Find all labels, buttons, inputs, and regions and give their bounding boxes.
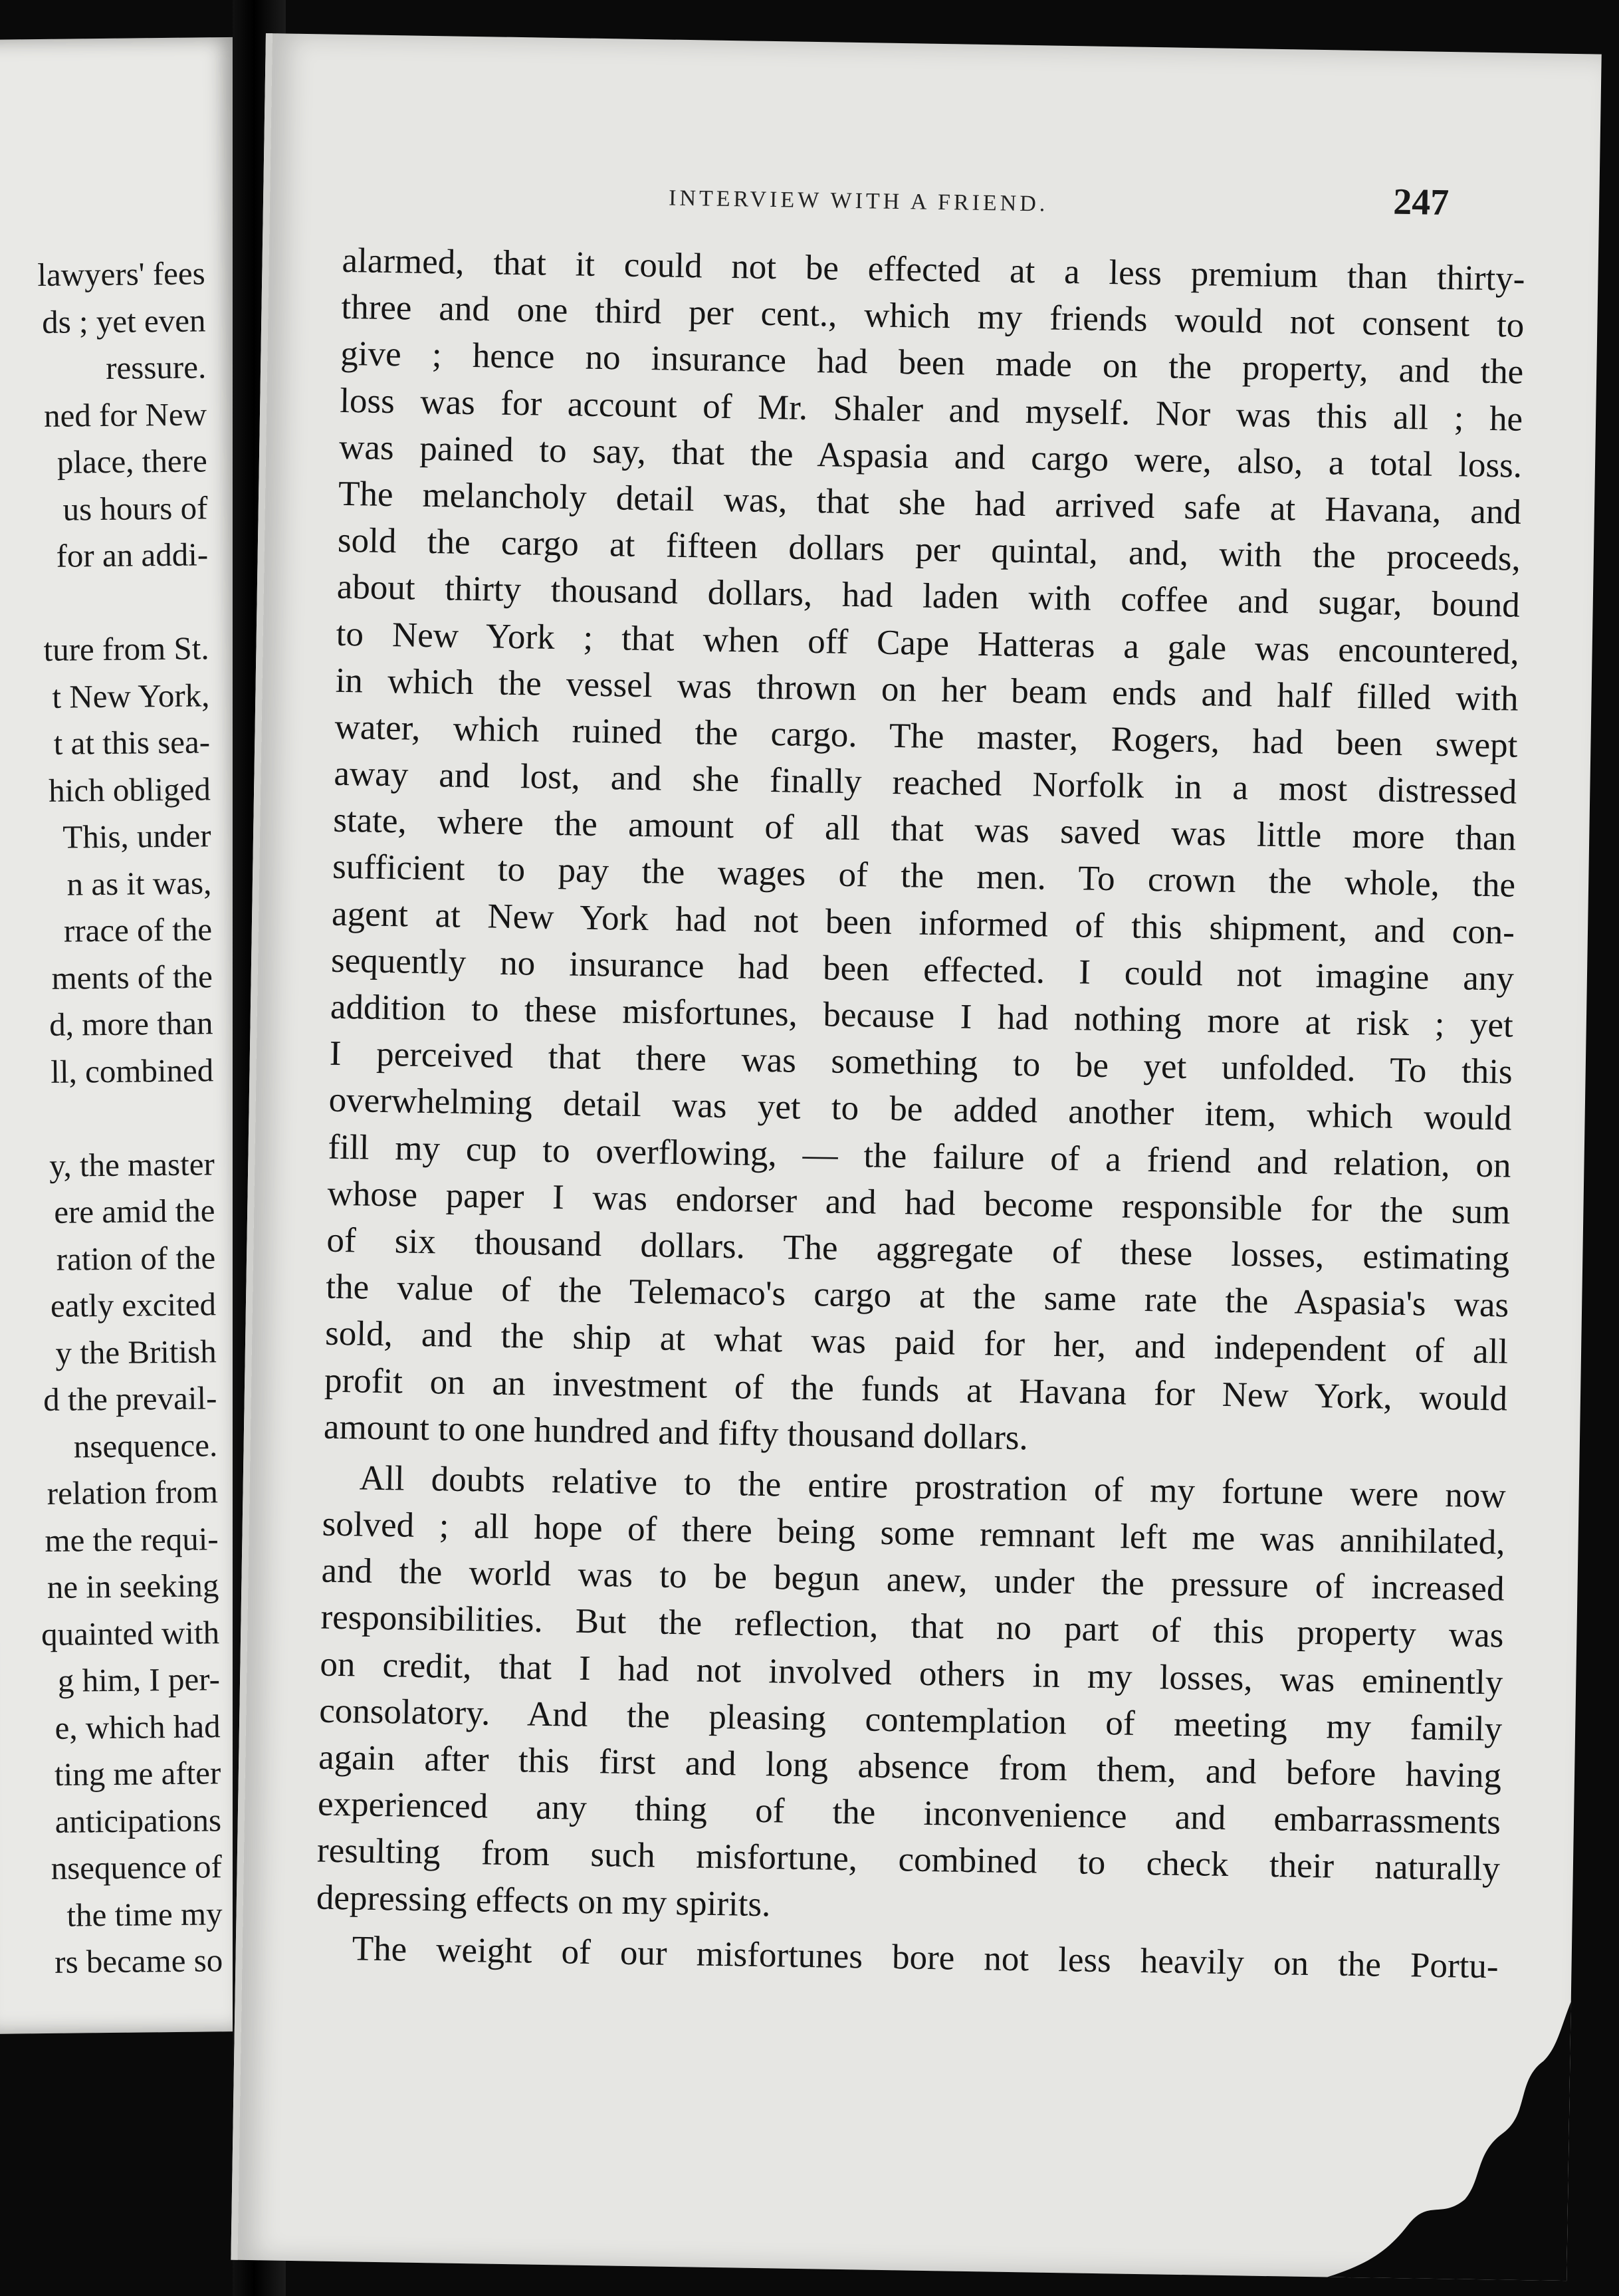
previous-page-line	[0, 578, 209, 628]
previous-page-line: d the prevail-	[43, 1379, 217, 1419]
text-line: and the world was to be begun anew, under the pressure of increased	[321, 1551, 1505, 1609]
text-line: three and one third per cent., which my friends would not consent to	[341, 288, 1525, 345]
previous-page-line: ere amid the	[54, 1192, 215, 1230]
previous-page-fragment	[0, 37, 257, 2034]
text-line: again after this first and long absence from them, and before having	[318, 1738, 1502, 1795]
previous-page-line: the time my	[66, 1894, 223, 1934]
page-number: 247	[1392, 181, 1450, 223]
previous-page-line: me the requi-	[45, 1520, 219, 1559]
previous-page-line: anticipations	[54, 1801, 222, 1840]
text-line: amount to one hundred and fifty thousand dollars.	[323, 1407, 1029, 1457]
previous-page-line: for an addi-	[56, 536, 209, 574]
torn-page-corner	[1327, 1998, 1571, 2281]
previous-page-line: hich obliged	[48, 770, 211, 809]
previous-page-line: place, there	[56, 442, 207, 481]
text-line: agent at New York had not been informed of this shipment, and con-	[331, 894, 1515, 952]
paragraph	[324, 237, 1525, 1469]
text-line: sold, and the ship at what was paid for her, and independent of all	[324, 1314, 1509, 1371]
text-line: solved ; all hope of there being some remnant left me was annihilated,	[322, 1504, 1506, 1562]
text-line: sequently no insurance had been effected. I could not imagine any	[330, 941, 1515, 998]
previous-page-line: ned for New	[43, 395, 207, 434]
text-line: of six thousand dollars. The aggregate of these losses, estimating	[326, 1220, 1510, 1278]
previous-page-line: nsequence of	[51, 1848, 223, 1887]
text-line: whose paper I was endorser and had become responsible for the sum	[327, 1174, 1511, 1232]
previous-page-line: ressure.	[105, 348, 207, 386]
text-line: responsibilities. But the reflection, that no part of this property was	[320, 1598, 1504, 1655]
text-line: profit on an investment of the funds at Havana for New York, would	[324, 1361, 1508, 1419]
running-head: INTERVIEW WITH A FRIEND.	[668, 185, 1049, 217]
previous-page-line: t at this sea-	[53, 723, 211, 762]
text-line: The melancholy detail was, that she had arrived safe at Havana, and	[338, 474, 1522, 532]
text-line: on credit, that I had not involved others in my losses, was eminently	[320, 1645, 1503, 1702]
previous-page-line: lawyers' fees	[37, 255, 205, 294]
text-line: resulting from such misfortune, combined to check their naturally	[316, 1831, 1501, 1889]
text-line: consolatory. And the pleasing contemplation of meeting my family	[318, 1691, 1503, 1749]
text-line: alarmed, that it could not be effected at a less premium than thirty-	[342, 241, 1525, 298]
previous-page-line: ration of the	[56, 1238, 216, 1278]
previous-page-line: y, the master	[49, 1145, 215, 1184]
page-body	[315, 237, 1525, 1990]
previous-page-line: d, more than	[49, 1004, 213, 1043]
previous-page-line: relation from	[47, 1473, 219, 1512]
text-line: The weight of our misfortunes bore not less heavily on the Portu-	[352, 1929, 1499, 1986]
previous-page-line: ments of the	[51, 957, 213, 996]
text-line: sufficient to pay the wages of the men. To crown the whole, the	[332, 848, 1516, 905]
previous-page-line: rs became so	[54, 1942, 223, 1980]
previous-page-line: g him, I per-	[57, 1661, 221, 1699]
previous-page-line: ds ; yet even	[41, 301, 206, 340]
text-line: away and lost, and she finally reached Norfolk in a most distressed	[334, 754, 1517, 812]
paragraph	[316, 1454, 1506, 1939]
previous-page-line: nsequence.	[73, 1426, 218, 1465]
previous-page-text	[0, 250, 223, 1986]
previous-page-line: t New York,	[52, 676, 210, 715]
text-line: sold the cargo at fifteen dollars per quintal, and, with the proceeds,	[337, 520, 1521, 578]
previous-page-line	[0, 1093, 214, 1143]
previous-page-line: ture from St.	[43, 630, 209, 668]
text-line: state, where the amount of all that was saved was little more than	[332, 800, 1517, 858]
text-line: All doubts relative to the entire prostration of my fortune were now	[359, 1458, 1507, 1516]
previous-page-line: eatly excited	[50, 1286, 217, 1324]
text-line: water, which ruined the cargo. The master, Rogers, had been swept	[334, 707, 1518, 765]
previous-page-line: quainted with	[41, 1613, 220, 1653]
text-line: in which the vessel was thrown on her beam ends and half filled with	[335, 661, 1519, 719]
text-line: depressing effects on my spirits.	[316, 1878, 771, 1924]
text-line: experienced any thing of the inconvenience and embarrassments	[317, 1784, 1501, 1842]
previous-page-line: ll, combined	[51, 1051, 214, 1090]
book-page	[231, 33, 1601, 2281]
previous-page-line: ting me after	[54, 1754, 221, 1793]
text-line: addition to these misfortunes, because I had nothing more at risk ; yet	[330, 987, 1514, 1045]
text-line: fill my cup to overflowing, — the failure of a friend and relation, on	[328, 1127, 1511, 1185]
previous-page-line: e, which had	[54, 1707, 221, 1746]
text-line: to New York ; that when off Cape Hatteras a gale was encountered,	[336, 614, 1520, 672]
previous-page-line: rrace of the	[63, 911, 213, 949]
text-line: was pained to say, that the Aspasia and cargo were, also, a total loss.	[338, 427, 1523, 485]
text-line: loss was for account of Mr. Shaler and myself. Nor was this all ; he	[339, 381, 1523, 439]
text-line: overwhelming detail was yet to be added another item, which would	[328, 1081, 1513, 1139]
text-line: about thirty thousand dollars, had laden with coffee and sugar, bound	[336, 568, 1521, 626]
previous-page-line: us hours of	[62, 489, 208, 528]
text-line: give ; hence no insurance had been made on the property, and the	[340, 334, 1524, 392]
text-line: I perceived that there was something to be yet unfolded. To this	[329, 1034, 1513, 1091]
previous-page-line: n as it was,	[66, 863, 212, 903]
previous-page-line: y the British	[55, 1332, 217, 1371]
previous-page-line: This, under	[62, 817, 211, 856]
text-line: the value of the Telemaco's cargo at the same rate the Aspasia's was	[325, 1267, 1509, 1325]
previous-page-line: ne in seeking	[47, 1567, 219, 1605]
